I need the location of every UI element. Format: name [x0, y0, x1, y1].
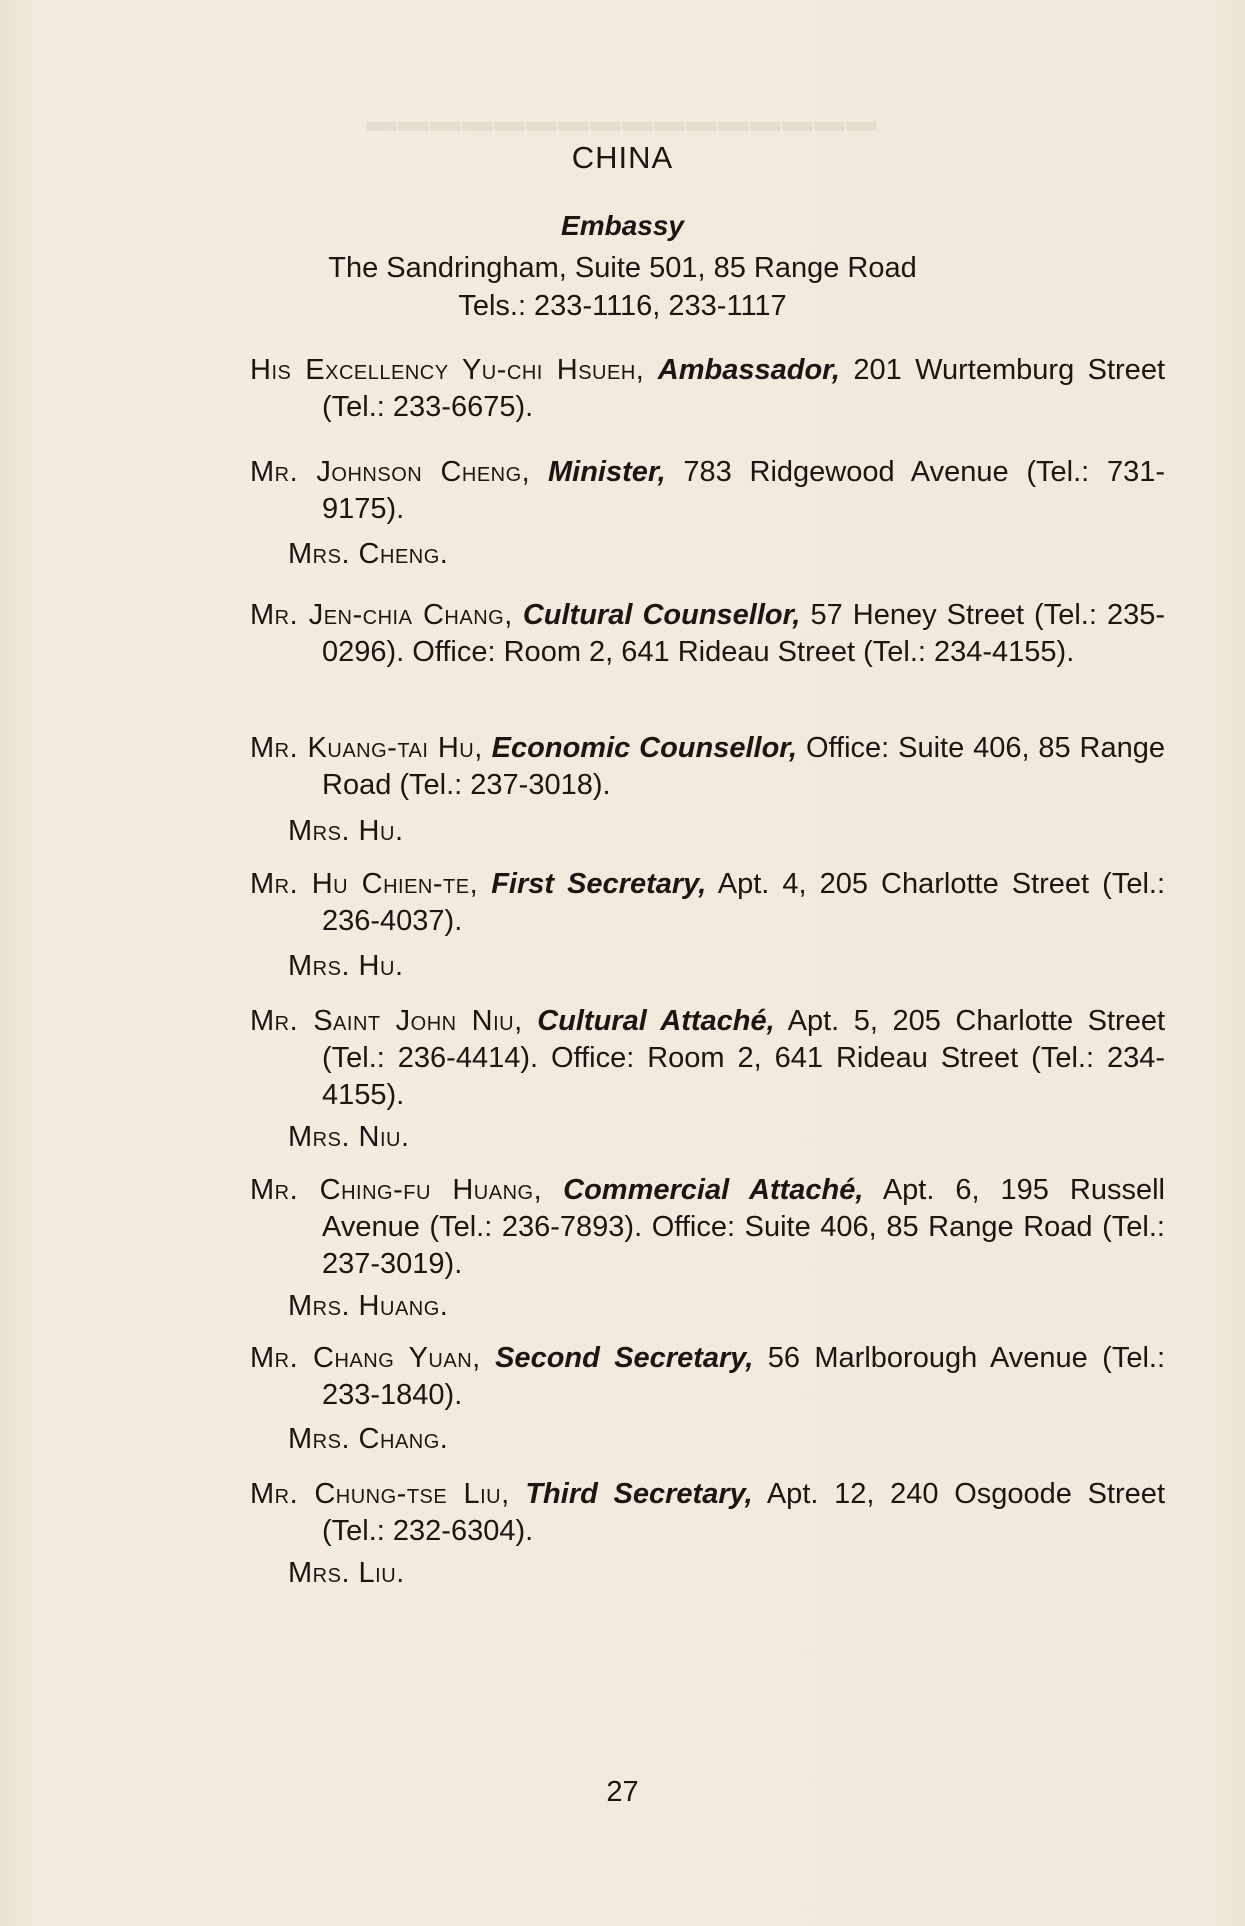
diplomat-details: Apt. 12, 240 Osgoode Street (Tel.: 232-6304). — [322, 1478, 1165, 1547]
diplomat-role: Ambassador, — [657, 354, 840, 386]
diplomat-name: Mr. Kuang-tai Hu, — [250, 732, 483, 764]
spouse-name: Mrs. Hu. — [288, 950, 404, 982]
spouse-name: Mrs. Niu. — [288, 1121, 410, 1153]
diplomat-entry-economic-counsellor — [250, 730, 1165, 804]
diplomat-entry-ambassador — [250, 352, 1165, 426]
diplomat-details: Apt. 5, 205 Charlotte Street (Tel.: 236-4414). Office: Room 2, 641 Rideau Street (Tel.: 234-4155). — [322, 1005, 1166, 1111]
diplomat-name: His Excellency Yu-chi Hsueh, — [250, 354, 645, 386]
diplomat-entry-cultural-attache — [250, 1003, 1165, 1114]
diplomat-name: Mr. Hu Chien-te, — [250, 868, 479, 900]
diplomat-details: 57 Heney Street (Tel.: 235-0296). Office: Room 2, 641 Rideau Street (Tel.: 234-4155). — [322, 599, 1166, 668]
diplomat-name: Mr. Jen-chia Chang, — [250, 599, 513, 631]
diplomat-entry-minister — [250, 454, 1165, 528]
diplomat-name: Mr. Chang Yuan, — [250, 1342, 481, 1374]
diplomat-role: Second Secretary, — [495, 1342, 754, 1374]
diplomat-name: Mr. Ching-fu Huang, — [250, 1174, 543, 1206]
diplomat-role: Economic Counsellor, — [491, 732, 798, 764]
page-number: 27 — [606, 1776, 639, 1808]
spouse-name: Mrs. Chang. — [288, 1423, 449, 1455]
diplomat-role: Cultural Counsellor, — [522, 599, 801, 631]
diplomat-role: Third Secretary, — [525, 1478, 753, 1510]
diplomat-entry-cultural-counsellor — [250, 597, 1165, 671]
section-heading: Embassy — [561, 210, 684, 241]
spouse-name: Mrs. Huang. — [288, 1290, 449, 1322]
diplomat-details: 56 Marlborough Avenue (Tel.: 233-1840). — [322, 1342, 1166, 1411]
diplomat-details: Office: Suite 406, 85 Range Road (Tel.: 237-3018). — [322, 732, 1166, 801]
diplomat-role: Cultural Attaché, — [537, 1005, 775, 1037]
diplomat-name: Mr. Chung-tse Liu, — [250, 1478, 510, 1510]
diplomat-name: Mr. Johnson Cheng, — [250, 456, 531, 488]
diplomat-entry-commercial-attache — [250, 1172, 1165, 1283]
spouse-name: Mrs. Cheng. — [288, 538, 449, 570]
diplomat-name: Mr. Saint John Niu, — [250, 1005, 523, 1037]
spouse-name: Mrs. Hu. — [288, 815, 404, 847]
diplomat-details: 201 Wurtemburg Street (Tel.: 233-6675). — [322, 354, 1165, 423]
embassy-telephones: Tels.: 233-1116, 233-1117 — [458, 290, 787, 322]
diplomat-details: 783 Ridgewood Avenue (Tel.: 731-9175). — [322, 456, 1165, 525]
diplomat-role: Minister, — [547, 456, 666, 488]
diplomat-details: Apt. 4, 205 Charlotte Street (Tel.: 236-4037). — [322, 868, 1165, 937]
diplomat-role: First Secretary, — [491, 868, 707, 900]
embassy-address: The Sandringham, Suite 501, 85 Range Road — [328, 252, 917, 284]
diplomat-entry-second-secretary — [250, 1340, 1165, 1414]
spouse-name: Mrs. Liu. — [288, 1557, 405, 1589]
bleed-through-text: ▬▬▬▬▬▬▬▬▬▬▬▬▬▬▬▬ — [366, 105, 879, 138]
diplomat-details: Apt. 6, 195 Russell Avenue (Tel.: 236-7893). Office: Suite 406, 85 Range Road (Tel.: 237-3019). — [322, 1174, 1165, 1280]
diplomat-entry-first-secretary — [250, 866, 1165, 940]
country-heading: CHINA — [571, 140, 674, 175]
diplomat-entry-third-secretary — [250, 1476, 1165, 1550]
diplomat-role: Commercial Attaché, — [563, 1174, 864, 1206]
